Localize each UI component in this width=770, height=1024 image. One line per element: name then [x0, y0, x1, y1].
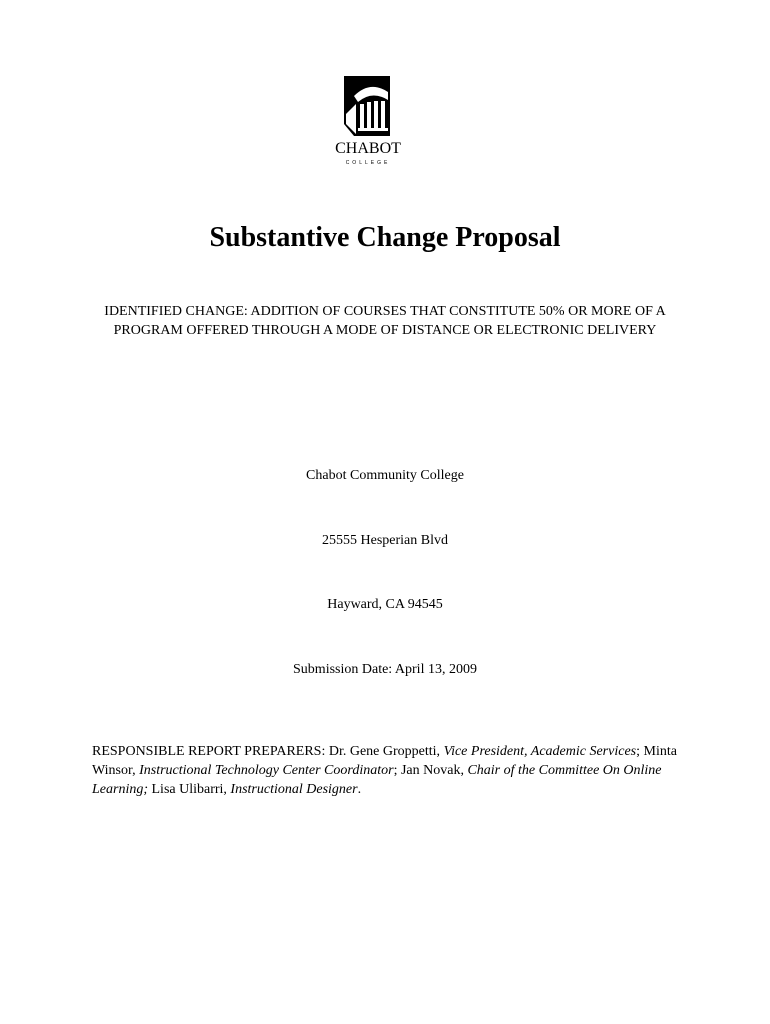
document-title: Substantive Change Proposal [209, 222, 561, 253]
institution-city: Hayward, CA 94545 [327, 597, 443, 612]
preparer-3-name: Jan Novak, [400, 763, 468, 778]
preparer-1-name: Dr. Gene Groppetti, [328, 744, 444, 759]
preparer-4-title: Instructional Designer [230, 782, 358, 797]
preparer-1-title: Vice President, Academic Services [443, 744, 637, 759]
chabot-building-icon [340, 74, 396, 138]
separator: ; [393, 763, 401, 778]
institution-street: 25555 Hesperian Blvd [322, 533, 448, 548]
identified-change: IDENTIFIED CHANGE: ADDITION OF COURSES THAT CONSTITUTE 50% OR MORE OF A PROGRAM OFFERED THROUGH A MODE OF DISTANCE OR ELECTRONIC DELIVERY [104, 304, 666, 338]
institution-name: Chabot Community College [306, 468, 464, 483]
preparer-4-name: Lisa Ulibarri, [148, 782, 231, 797]
preparers-label: RESPONSIBLE REPORT PREPARERS: [92, 744, 329, 759]
preparer-2-name: Minta Winsor, [92, 744, 677, 778]
logo-subtitle: COLLEGE [345, 160, 391, 166]
report-preparers [92, 742, 682, 799]
preparer-2-title: Instructional Technology Center Coordinator [139, 763, 394, 778]
preparers-end: . [357, 782, 362, 797]
preparer-3-title: Chair of the Committee On Online Learning; [92, 763, 662, 797]
chabot-college-logo [330, 74, 406, 170]
separator: ; [636, 744, 644, 759]
submission-date: Submission Date: April 13, 2009 [293, 662, 477, 677]
logo-wordmark: CHABOT [335, 140, 401, 157]
